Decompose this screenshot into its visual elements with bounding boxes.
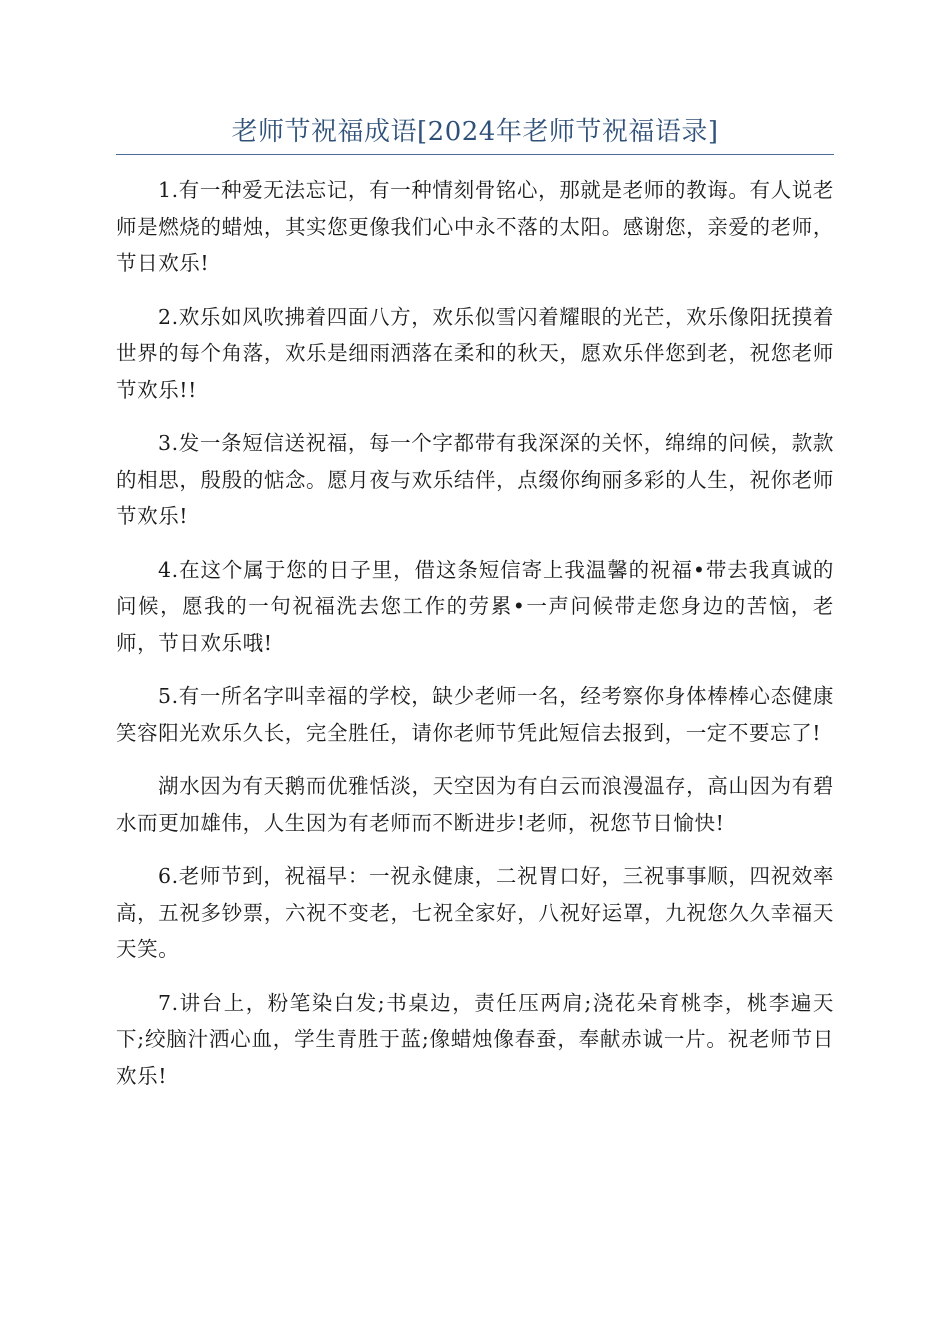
paragraph: 4.在这个属于您的日子里，借这条短信寄上我温馨的祝福•带去我真诚的问候，愿我的一句祝福洗去您工作的劳累•一声问候带走您身边的苦恼，老师，节日欢乐哦! <box>116 557 834 655</box>
document-body <box>116 172 834 1111</box>
title-underline <box>116 154 834 155</box>
paragraph: 6.老师节到，祝福早：一祝永健康，二祝胃口好，三祝事事顺，四祝效率高，五祝多钞票，六祝不变老，七祝全家好，八祝好运罩，九祝您久久幸福天天笑。 <box>116 864 834 961</box>
paragraph: 1.有一种爱无法忘记，有一种情刻骨铭心，那就是老师的教诲。有人说老师是燃烧的蜡烛，其实您更像我们心中永不落的太阳。感谢您，亲爱的老师，节日欢乐! <box>116 178 834 275</box>
paragraph: 湖水因为有天鹅而优雅恬淡，天空因为有白云而浪漫温存，高山因为有碧水而更加雄伟，人生因为有老师而不断进步!老师，祝您节日愉快! <box>116 774 834 835</box>
paragraph: 5.有一所名字叫幸福的学校，缺少老师一名，经考察你身体棒棒心态健康笑容阳光欢乐久长，完全胜任，请你老师节凭此短信去报到，一定不要忘了! <box>116 684 834 745</box>
paragraph: 7.讲台上，粉笔染白发;书桌边，责任压两肩;浇花朵育桃李，桃李遍天下;绞脑汁洒心血，学生青胜于蓝;像蜡烛像春蚕，奉献赤诚一片。祝老师节日欢乐! <box>116 990 834 1088</box>
paragraph: 2.欢乐如风吹拂着四面八方，欢乐似雪闪着耀眼的光芒，欢乐像阳抚摸着世界的每个角落，欢乐是细雨洒落在柔和的秋天，愿欢乐伴您到老，祝您老师节欢乐!! <box>116 304 834 402</box>
paragraph: 3.发一条短信送祝福，每一个字都带有我深深的关怀，绵绵的问候，款款的相思，殷殷的惦念。愿月夜与欢乐结伴，点缀你绚丽多彩的人生，祝你老师节欢乐! <box>116 431 834 528</box>
document-title: 老师节祝福成语[2024年老师节祝福语录] <box>231 117 719 147</box>
